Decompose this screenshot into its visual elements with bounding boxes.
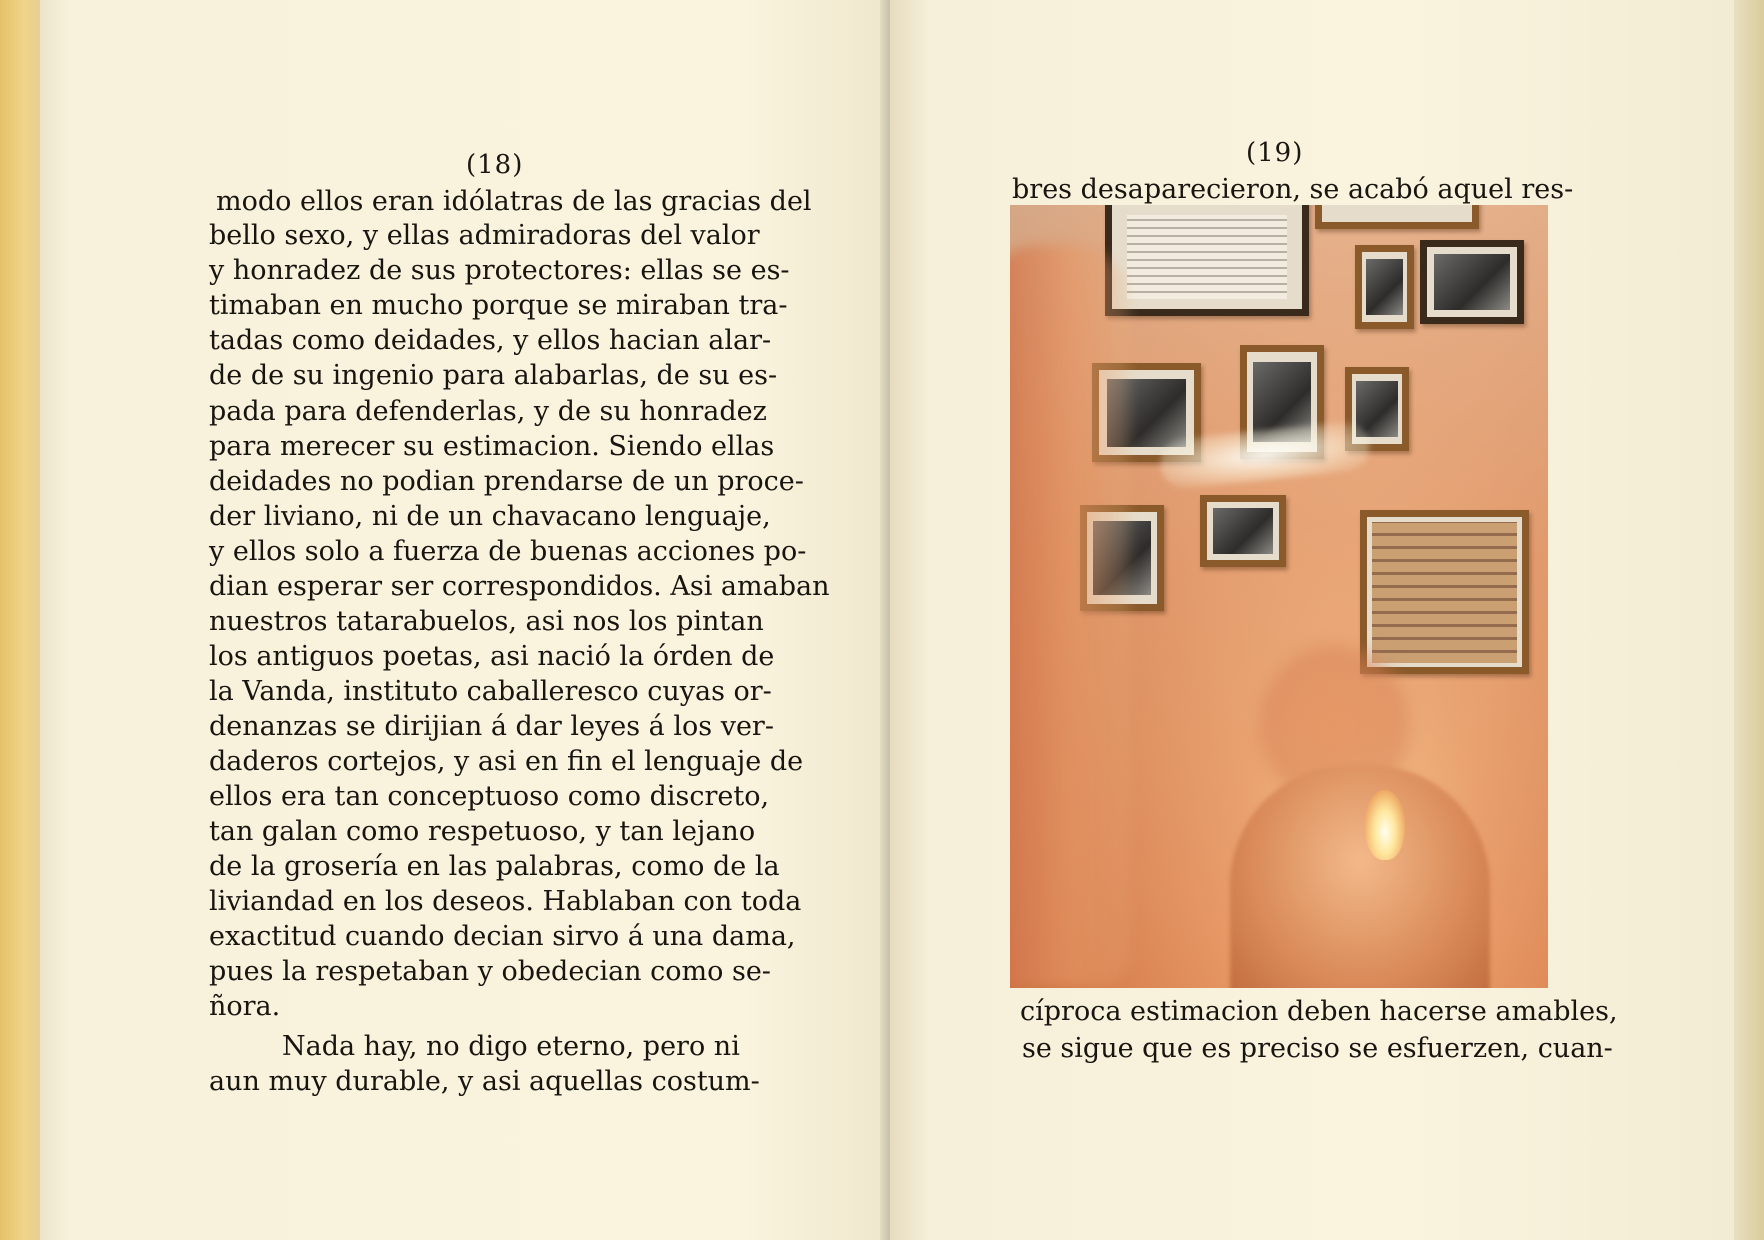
text-line: tan galan como respetuoso, y tan lejano xyxy=(209,816,756,847)
book-right-edge xyxy=(1734,0,1764,1240)
candle-flame xyxy=(1365,790,1405,860)
text-line: liviandad en los deseos. Hablaban con toda xyxy=(209,886,802,917)
page-number-right: (19) xyxy=(1246,138,1304,168)
collage-photograph xyxy=(1010,205,1548,988)
text-line: los antiguos poetas, asi nació la órden de xyxy=(209,641,775,672)
text-line: der liviano, ni de un chavacano lenguaje, xyxy=(209,501,771,532)
text-line: daderos cortejos, y asi en fin el lenguaje de xyxy=(209,746,804,777)
text-line: de la grosería en las palabras, como de la xyxy=(209,851,780,882)
text-line: cíproca estimacion deben hacerse amables, xyxy=(1020,996,1618,1027)
text-line: deidades no podian prendarse de un proce- xyxy=(209,466,804,497)
text-line: modo ellos eran idólatras de las gracias del xyxy=(216,186,812,217)
text-line: aun muy durable, y asi aquellas costum- xyxy=(209,1066,760,1097)
text-line: la Vanda, instituto caballeresco cuyas or- xyxy=(209,676,772,707)
text-line: nuestros tatarabuelos, asi nos los pintan xyxy=(209,606,764,637)
book-cover-edge xyxy=(0,0,40,1240)
text-line: para merecer su estimacion. Siendo ellas xyxy=(209,431,775,462)
text-line: se sigue que es preciso se esfuerzen, cuan- xyxy=(1022,1033,1613,1064)
text-line: timaban en mucho porque se miraban tra- xyxy=(209,290,788,321)
text-line: ellos era tan conceptuoso como discreto, xyxy=(209,781,770,812)
text-line: denanzas se dirijian á dar leyes á los ver- xyxy=(209,711,774,742)
wall-frame-top xyxy=(1315,205,1479,229)
wall-frame-textured-art xyxy=(1360,510,1529,674)
text-line: Nada hay, no digo eterno, pero ni xyxy=(282,1031,740,1062)
text-line: exactitud cuando decian sirvo á una dama, xyxy=(209,921,796,952)
wall-frame-small xyxy=(1355,245,1414,329)
text-line: dian esperar ser correspondidos. Asi amaban xyxy=(209,571,830,602)
text-line: bres desaparecieron, se acabó aquel res- xyxy=(1012,174,1574,205)
text-line: pues la respetaban y obedecian como se- xyxy=(209,956,771,987)
text-line: de de su ingenio para alabarlas, de su es- xyxy=(209,360,778,391)
wall-frame-certificate xyxy=(1105,205,1309,316)
page-number-left: (18) xyxy=(466,150,524,180)
blurred-figure xyxy=(1010,245,1130,985)
text-line: ñora. xyxy=(209,991,281,1022)
wall-frame-photo xyxy=(1420,240,1524,324)
wall-frame-photo xyxy=(1200,495,1286,567)
text-line: bello sexo, y ellas admiradoras del valor xyxy=(209,220,760,251)
text-line: y ellos solo a fuerza de buenas acciones po- xyxy=(209,536,807,567)
text-line: pada para defenderlas, y de su honradez xyxy=(209,396,767,427)
text-line: y honradez de sus protectores: ellas se es- xyxy=(209,255,790,286)
left-page xyxy=(40,0,890,1240)
text-line: tadas como deidades, y ellos hacian alar- xyxy=(209,325,772,356)
seated-figure xyxy=(1230,765,1490,988)
